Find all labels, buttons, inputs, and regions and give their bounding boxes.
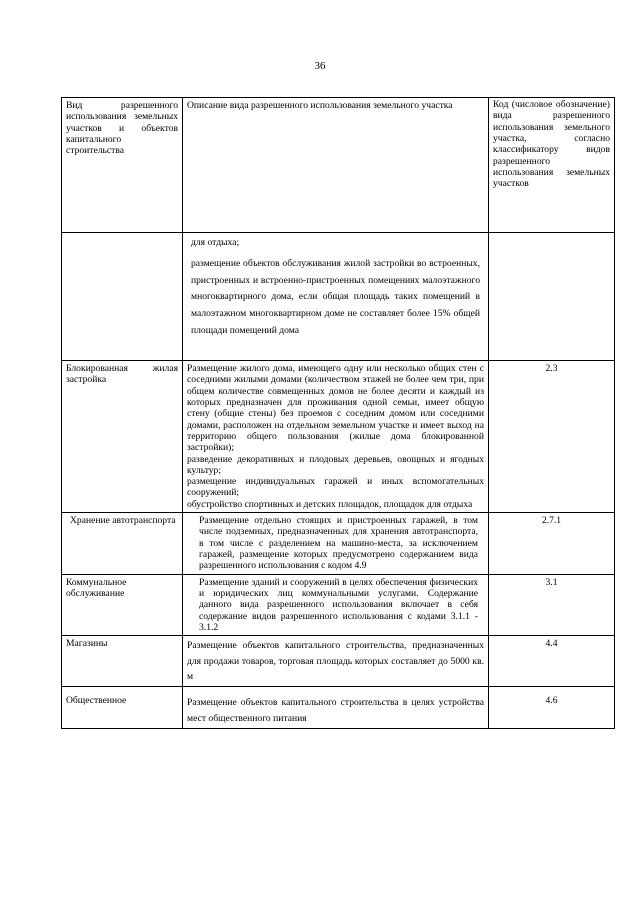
table-row <box>62 233 615 361</box>
row-description <box>183 574 489 636</box>
row-use-type: Хранение автотранспорта <box>62 513 183 575</box>
table-row <box>62 361 615 513</box>
description-paragraph: Размещение зданий и сооружений в целях обеспечения физических и юридических лиц коммунальными услугами. Содержание данного вида разрешенного использования включает в себя содержание видов разрешенного использования с кодами 3.1.1 - 3.1.2 <box>199 576 478 633</box>
row-code: 4.4 <box>489 636 615 687</box>
row-description <box>183 233 489 361</box>
row-description <box>183 513 489 575</box>
row-use-type: Магазины <box>62 636 183 687</box>
row-code: 2.7.1 <box>489 513 615 575</box>
description-paragraph: Размещение объектов капитального строительства, предназначенных для продажи товаров, торговая площадь которых составляет до 5000 кв. м <box>187 640 484 682</box>
page-number: 36 <box>314 60 326 72</box>
row-code: 4.6 <box>489 687 615 729</box>
header-code: Код (числовое обозначение) вида разрешенного использования земельного участка, согласно классификатору видов разрешенного использования земельных участков <box>489 98 615 233</box>
table-header-row <box>62 98 615 233</box>
header-description: Описание вида разрешенного использования земельного участка <box>183 98 489 233</box>
table-row <box>62 574 615 636</box>
row-description <box>183 636 489 687</box>
table-row <box>62 513 615 575</box>
description-paragraph: размещение объектов обслуживания жилой застройки во встроенных, пристроенных и встроенно-пристроенных помещениях малоэтажного многоквартирного дома, если общая площадь таких помещений в малоэтажном многоквартирном доме не составляет более 15% общей площади помещений дома <box>191 257 480 336</box>
row-description <box>183 687 489 729</box>
description-paragraph: для отдыха; <box>191 237 240 248</box>
row-code <box>489 233 615 361</box>
table-row <box>62 687 615 729</box>
description-paragraph: разведение декоративных и плодовых деревьев, овощных и ягодных культур; <box>187 453 484 476</box>
row-use-type: Коммунальное обслуживание <box>62 574 183 636</box>
description-paragraph: Размещение жилого дома, имеющего одну или несколько общих стен с соседними жилыми домами (количеством этажей не более чем три, при общем количестве совмещенных домов не более десяти и каждый из которых предназначен для проживания одной семьи, имеет общую стену (общие стены) без проемов с соседним домом или соседними домами, расположен на отдельном земельном участке и имеет выход на территорию общего пользования (жилые дома блокированной застройки); <box>187 363 484 454</box>
row-use-type: Блокированная жилая застройка <box>62 361 183 513</box>
description-paragraph: Размещение объектов капитального строительства в целях устройства мест общественного питания <box>187 697 484 724</box>
description-paragraph: размещение индивидуальных гаражей и иных вспомогательных сооружений; <box>187 476 484 499</box>
row-description <box>183 361 489 513</box>
row-code: 3.1 <box>489 574 615 636</box>
row-code: 2.3 <box>489 361 615 513</box>
header-use-type: Вид разрешенного использования земельных участков и объектов капитального строительства <box>62 98 183 233</box>
row-use-type: Общественное <box>62 687 183 729</box>
table-row <box>62 636 615 687</box>
description-paragraph: обустройство спортивных и детских площадок, площадок для отдыха <box>187 498 473 510</box>
land-use-table <box>61 97 615 729</box>
description-paragraph: Размещение отдельно стоящих и пристроенных гаражей, в том числе подземных, предназначенных для хранения автотранспорта, в том числе с разделением на машино-места, за исключением гаражей, размещение которых предусмотрено содержанием вида разрешенного использования с кодом 4.9 <box>199 515 478 572</box>
row-use-type <box>62 233 183 361</box>
